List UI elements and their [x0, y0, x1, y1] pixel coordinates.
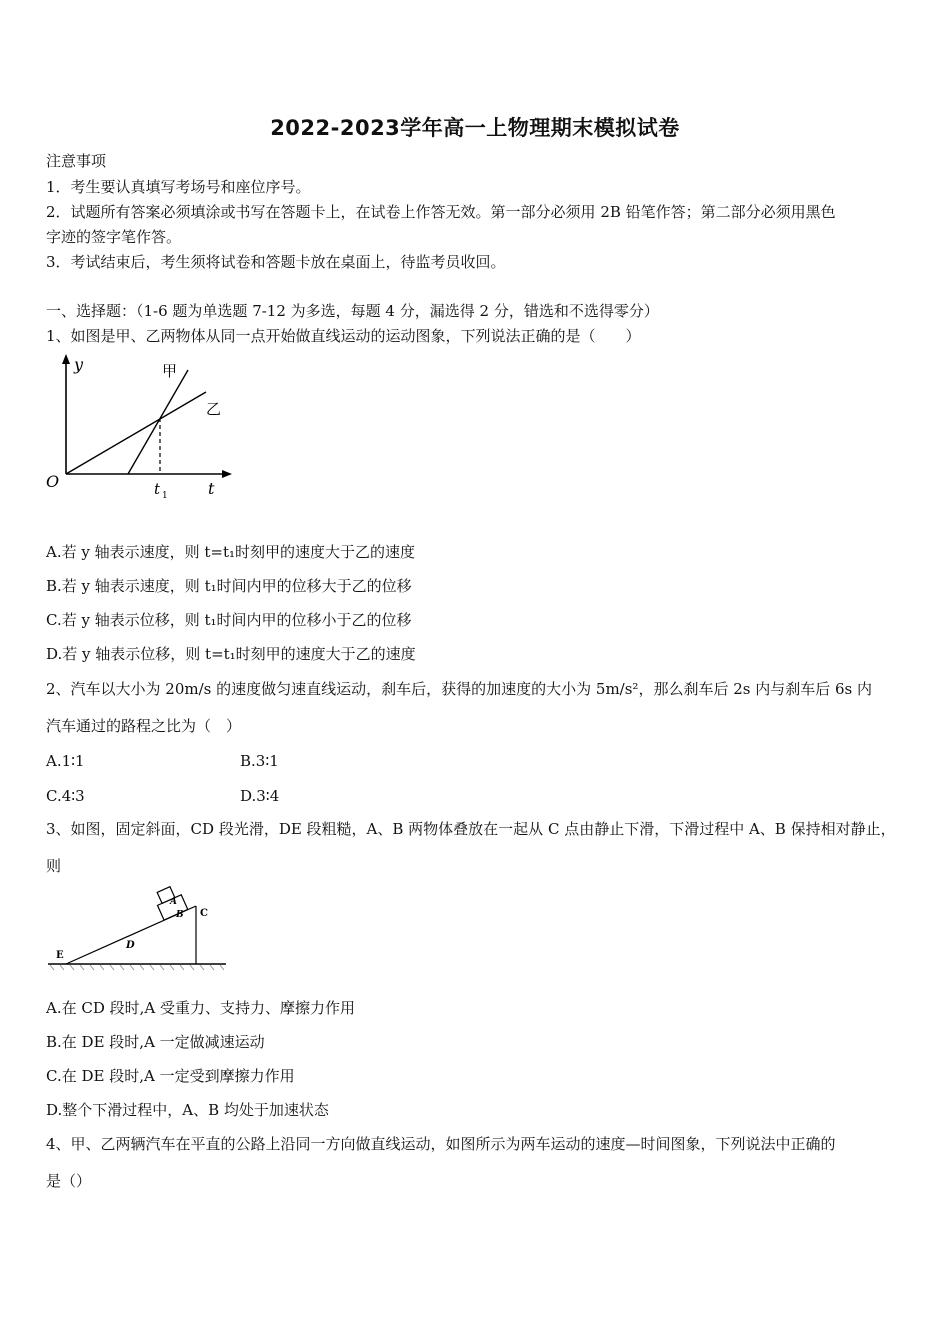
notice-heading: 注意事项	[46, 152, 107, 170]
q3-option-b: B.在 DE 段时,A 一定做减速运动	[46, 1033, 265, 1051]
q3-option-a: A.在 CD 段时,A 受重力、支持力、摩擦力作用	[46, 999, 356, 1017]
line-yi	[66, 392, 206, 474]
q1-option-c: C.若 y 轴表示位移，则 t₁时间内甲的位移小于乙的位移	[46, 611, 412, 629]
line-jia	[128, 370, 188, 474]
origin-label: O	[46, 472, 60, 491]
block-a-label: A	[170, 897, 177, 907]
q2-option-b: B.3∶1	[240, 752, 279, 770]
t1-label: t	[154, 480, 161, 498]
point-c-label: C	[200, 908, 208, 919]
block-b-label: B	[176, 910, 184, 920]
page-title: 2022-2023学年高一上物理期末模拟试卷	[270, 116, 680, 140]
q2-stem-cont: 汽车通过的路程之比为（ ）	[46, 717, 242, 735]
q1-stem: 1、如图是甲、乙两物体从同一点开始做直线运动的运动图象，下列说法正确的是（ ）	[46, 327, 641, 345]
point-e-label: E	[56, 950, 64, 961]
y-axis-label: y	[74, 355, 84, 374]
jia-label: 甲	[162, 362, 178, 380]
q3-figure	[44, 884, 230, 974]
point-d-label: D	[126, 940, 135, 951]
q2-stem: 2、汽车以大小为 20m/s 的速度做匀速直线运动，刹车后，获得的加速度的大小为 5m/s²，那么刹车后 2s 内与刹车后 6s 内	[46, 680, 873, 698]
q3-stem: 3、如图，固定斜面，CD 段光滑，DE 段粗糙，A、B 两物体叠放在一起从 C 点由静止下滑，下滑过程中 A、B 保持相对静止，	[46, 820, 896, 838]
q1-figure	[40, 352, 240, 507]
q3-option-c: C.在 DE 段时,A 一定受到摩擦力作用	[46, 1067, 295, 1085]
q2-option-d: D.3∶4	[240, 787, 280, 805]
q3-stem-cont: 则	[46, 857, 62, 875]
q4-stem-cont: 是（）	[46, 1172, 92, 1190]
yi-label: 乙	[206, 400, 222, 418]
q1-option-a: A.若 y 轴表示速度，则 t=t₁时刻甲的速度大于乙的速度	[46, 543, 416, 561]
q3-option-d: D.整个下滑过程中，A、B 均处于加速状态	[46, 1101, 329, 1119]
q1-option-d: D.若 y 轴表示位移，则 t=t₁时刻甲的速度大于乙的速度	[46, 645, 416, 663]
notice-item-1: 1．考生要认真填写考场号和座位序号。	[46, 178, 311, 196]
notice-item-3: 3．考试结束后，考生须将试卷和答题卡放在桌面上，待监考员收回。	[46, 253, 506, 271]
q2-option-c: C.4∶3	[46, 787, 85, 805]
section-heading: 一、选择题：（1-6 题为单选题 7-12 为多选，每题 4 分，漏选得 2 分，错选和不选得零分）	[46, 302, 659, 320]
t-axis-label: t	[208, 479, 215, 498]
q1-option-b: B.若 y 轴表示速度，则 t₁时间内甲的位移大于乙的位移	[46, 577, 412, 595]
q4-stem: 4、甲、乙两辆汽车在平直的公路上沿同一方向做直线运动，如图所示为两车运动的速度—时间图象，下列说法中正确的	[46, 1135, 836, 1153]
notice-item-2: 2．试题所有答案必须填涂或书写在答题卡上，在试卷上作答无效。第一部分必须用 2B 铅笔作答；第二部分必须用黑色	[46, 203, 836, 221]
notice-item-2-cont: 字迹的签字笔作答。	[46, 228, 182, 246]
t1-subscript: 1	[162, 491, 168, 501]
q2-option-a: A.1∶1	[46, 752, 85, 770]
